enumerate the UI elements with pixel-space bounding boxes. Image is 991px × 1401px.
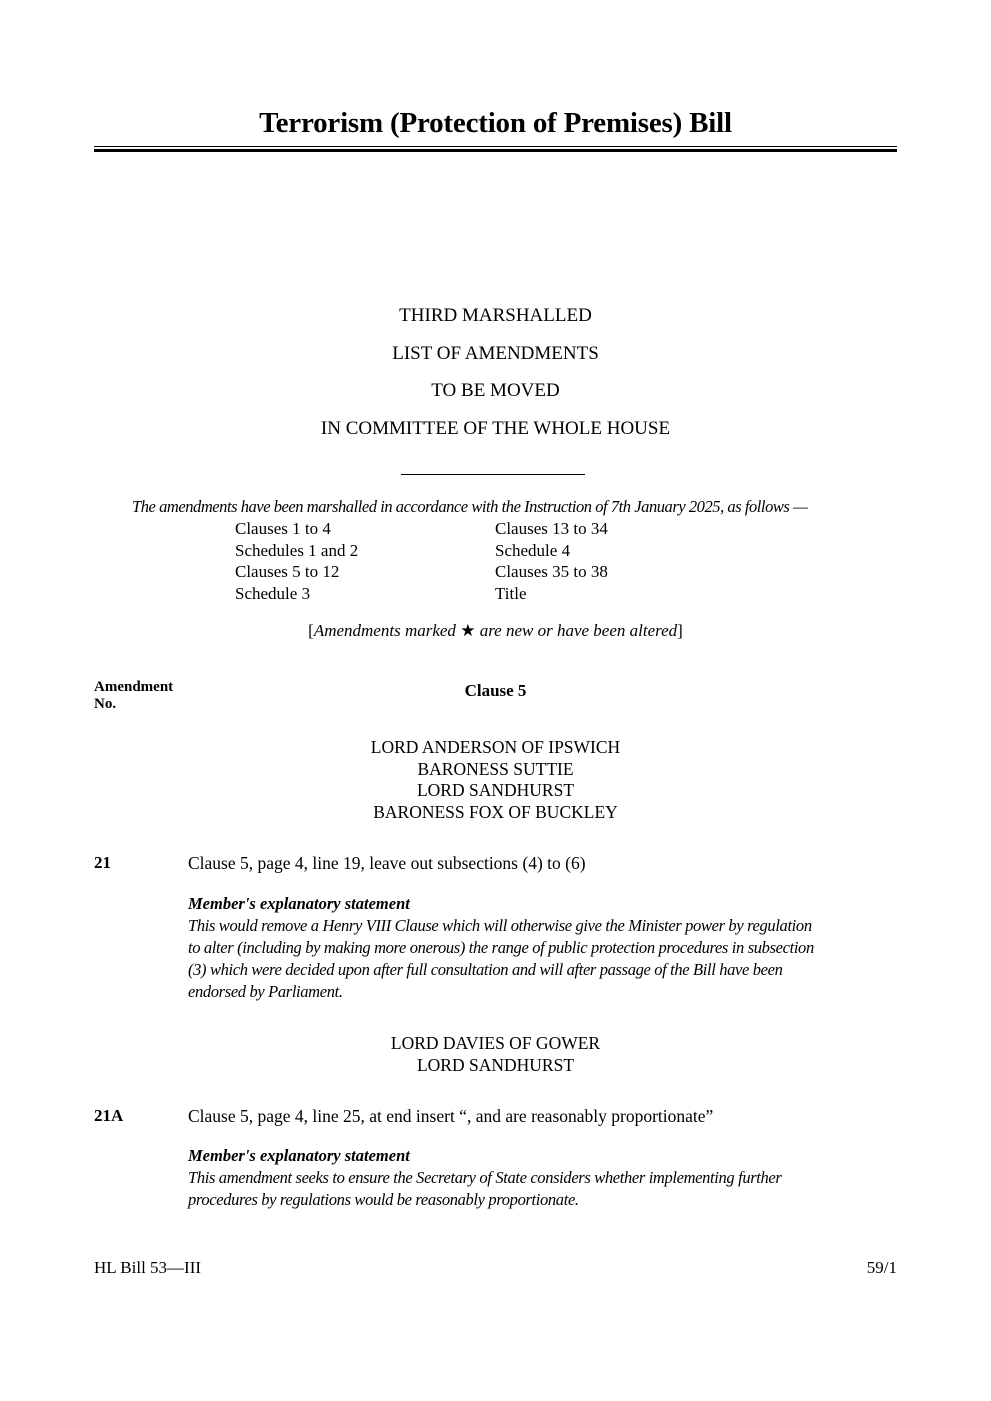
statement-line: This would remove a Henry VIII Clause which will otherwise give the Minister power by regulation — [188, 916, 812, 935]
bracket-open: [ — [308, 621, 314, 640]
amendment-text: Clause 5, page 4, line 19, leave out subsections (4) to (6) — [188, 853, 586, 873]
order-item: Schedule 3 — [235, 584, 311, 604]
star-note-text-after: are new or have been altered — [475, 621, 678, 640]
statement-title: Member's explanatory statement — [188, 1146, 410, 1165]
explanatory-statement — [188, 1145, 900, 1211]
order-item: Clauses 13 to 34 — [495, 519, 608, 538]
list-heading — [94, 304, 897, 454]
order-column-1 — [235, 518, 495, 605]
sponsor-name: BARONESS FOX OF BUCKLEY — [373, 802, 618, 823]
section-divider — [401, 474, 585, 475]
sponsor-list — [94, 737, 897, 824]
order-item: Clauses 5 to 12 — [235, 562, 340, 582]
sponsor-list — [94, 1033, 897, 1076]
order-item: Title — [495, 584, 527, 604]
statement-body — [188, 915, 900, 1003]
order-column-2 — [495, 518, 755, 605]
amendment-number: 21A — [94, 1106, 124, 1125]
statement-line: procedures by regulations would be reasonably proportionate. — [188, 1190, 579, 1209]
star-note — [94, 621, 897, 641]
heading-line: THIRD MARSHALLED — [399, 305, 592, 326]
order-item: Clauses 35 to 38 — [495, 562, 608, 582]
explanatory-statement — [188, 893, 900, 1003]
amendment-number: 21 — [94, 853, 111, 872]
order-item: Schedule 4 — [495, 540, 571, 560]
star-icon: ★ — [460, 621, 476, 640]
document-title: Terrorism (Protection of Premises) Bill — [259, 107, 732, 139]
bracket-close: ] — [677, 621, 683, 640]
statement-line: endorsed by Parliament. — [188, 982, 343, 1001]
statement-line: This amendment seeks to ensure the Secretary of State considers whether implementing further — [188, 1168, 782, 1187]
clause-heading: Clause 5 — [464, 681, 527, 700]
sponsor-name: LORD SANDHURST — [416, 780, 575, 801]
heading-line: TO BE MOVED — [431, 380, 560, 401]
amendment-text: Clause 5, page 4, line 25, at end insert “, and are reasonably proportionate” — [188, 1106, 714, 1126]
marshalling-instruction: The amendments have been marshalled in accordance with the Instruction of 7th January 2025, as follows — — [132, 497, 808, 516]
sponsor-name: LORD SANDHURST — [416, 1054, 575, 1075]
statement-title: Member's explanatory statement — [188, 894, 410, 913]
sponsor-name: BARONESS SUTTIE — [417, 758, 574, 779]
footer-bill-reference: HL Bill 53—III — [94, 1258, 202, 1277]
label-line-1: Amendment — [94, 679, 174, 695]
sponsor-name: LORD ANDERSON OF IPSWICH — [370, 737, 621, 757]
footer-page-reference: 59/1 — [866, 1258, 897, 1277]
title-rule-thin — [94, 146, 897, 147]
heading-line: LIST OF AMENDMENTS — [392, 342, 599, 364]
statement-body — [188, 1167, 900, 1211]
title-rule-thick — [94, 149, 897, 152]
statement-line: (3) which were decided upon after full consultation and will after passage of the Bill have been — [188, 960, 783, 979]
order-item: Clauses 1 to 4 — [235, 519, 331, 538]
heading-line: IN COMMITTEE OF THE WHOLE HOUSE — [320, 417, 671, 439]
sponsor-name: LORD DAVIES OF GOWER — [390, 1033, 601, 1053]
order-item: Schedules 1 and 2 — [235, 540, 359, 560]
label-line-2: No. — [94, 696, 117, 712]
statement-line: to alter (including by making more onerous) the range of public protection procedures in subsection — [188, 938, 814, 957]
star-note-text-before: Amendments marked — [313, 621, 461, 640]
